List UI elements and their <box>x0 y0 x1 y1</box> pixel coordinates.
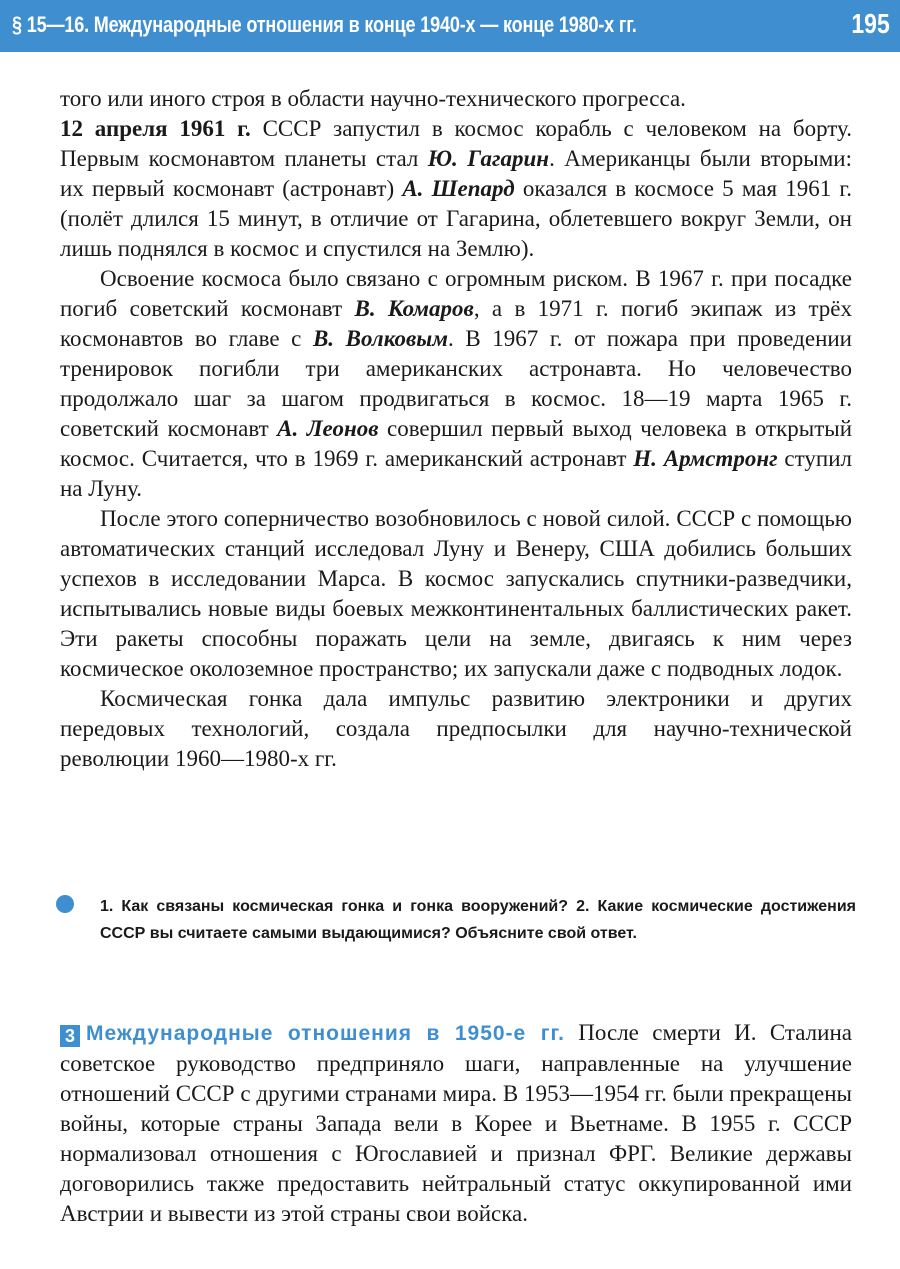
person-name: А. Леонов <box>277 416 379 441</box>
text-span: . Американцы были вторыми: их первый космонавт (астронавт) <box>60 146 852 201</box>
text-span: того или иного строя в области научно-технического прогресса. <box>60 86 686 111</box>
text-span: Освоение космоса было связано с огромным риском. В 1967 г. при посадке погиб советский космонавт <box>60 266 852 321</box>
text-span: , а в 1971 г. погиб экипаж из трёх космонавтов во главе с <box>60 296 852 351</box>
review-questions <box>56 893 856 947</box>
page-number: 195 <box>851 8 890 39</box>
text-span: СССР запустил в космос корабль с человеком на борту. Первым космонавтом планеты стал <box>60 116 852 171</box>
paragraph-space-race <box>60 84 852 264</box>
paragraph-technology: Космическая гонка дала импульс развитию электроники и других передовых технологий, создала предпосылки для научно-технической революции 1960—1980-х гг. <box>60 686 852 771</box>
section-title: Международные отношения в 1950-е гг. <box>86 1022 565 1045</box>
section-text: После смерти И. Сталина советское руководство предприняло шаги, направленные на улучшение отношений СССР с другими странами мира. В 1953—1954 гг. были прекращены войны, которые страны Запада вели в Корее и Вьетнаме. В 1955 г. СССР нормализовал отношения с Югославией и признал ФРГ. Великие державы договорились также предоставить нейтральный статус оккупированной ими Австрии и вывести из этой страны свои войска. <box>60 1020 852 1226</box>
person-name: Ю. Гагарин <box>427 146 550 171</box>
text-span: ступил на Луну. <box>60 446 852 501</box>
person-name: В. Волковым <box>312 326 448 351</box>
paragraph-rivalry: После этого соперничество возобновилось с новой силой. СССР с помощью автоматических станций исследовал Луну и Венеру, США добились больших успехов в исследовании Марса. В космос запускались спутники-разведчики, испытывались новые виды боевых межконтинентальных баллистических ракет. Эти ракеты способны поражать цели на земле, двигаясь к ним через космическое околоземное пространство; их запускали даже с подводных лодок. <box>60 506 852 681</box>
question-2: Какие космические достижения СССР вы считаете самыми выдающимися? Объясните свой ответ. <box>100 898 857 942</box>
text-span: . В 1967 г. от пожара при проведении тренировок погибли три американских астронавта. Но человечество продолжало шаг за шагом продвигаться в космос. 18—19 марта 1965 г. советский космонавт <box>60 326 852 441</box>
person-name: Н. Армстронг <box>633 446 778 471</box>
chapter-title: § 15—16. Международные отношения в конце 1940-х — конце 1980-х гг. <box>12 12 637 37</box>
question-number: 1. <box>100 898 114 915</box>
date-highlight: 12 апреля 1961 г. <box>60 116 251 141</box>
question-number: 2. <box>576 898 590 915</box>
question-bullet-icon <box>56 895 74 913</box>
person-name: В. Комаров <box>354 296 474 321</box>
section-3-paragraph <box>60 1018 852 1229</box>
person-name: А. Шепард <box>402 176 515 201</box>
page-header <box>0 0 900 52</box>
question-1: Как связаны космическая гонка и гонка вооружений? <box>113 898 577 915</box>
text-span: оказался в космосе 5 мая 1961 г. (полёт длился 15 минут, в отличие от Гагарина, облетевшего вокруг Земли, он лишь поднялся в космос и спустился на Землю). <box>60 176 852 261</box>
paragraph-space-risk <box>60 264 852 504</box>
text-span: совершил первый выход человека в открытый космос. Считается, что в 1969 г. американский астронавт <box>60 416 853 471</box>
main-text <box>60 84 852 774</box>
section-number-badge: 3 <box>60 1025 80 1047</box>
question-text <box>100 893 856 947</box>
section-3 <box>60 1018 852 1229</box>
